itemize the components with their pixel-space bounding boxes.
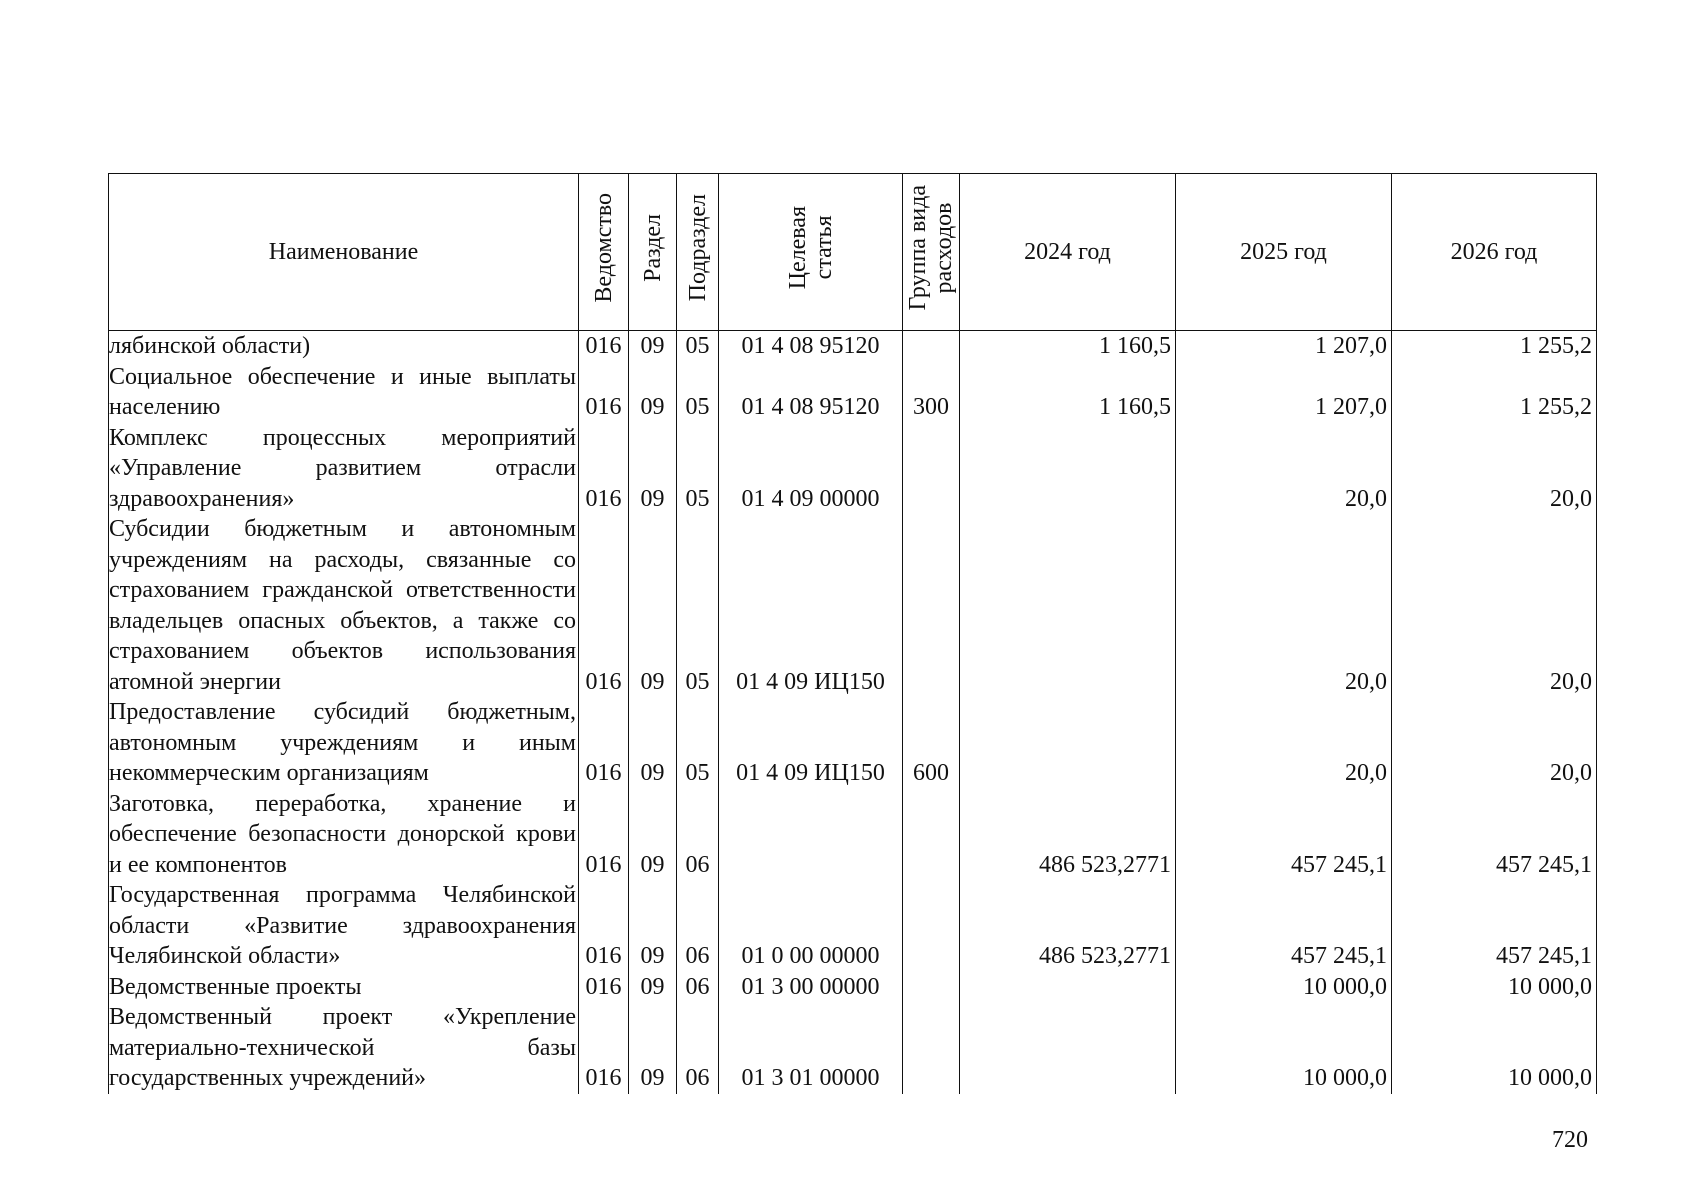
cell-name: Предоставление субсидий бюджетным, автономным учреждениям и иным некоммерческим организациям xyxy=(109,697,579,789)
header-razdel: Раздел xyxy=(629,174,677,331)
cell-2026: 20,0 xyxy=(1392,423,1597,515)
cell-razdel: 09 xyxy=(629,362,677,423)
cell-podrazdel: 06 xyxy=(677,972,719,1003)
cell-gruppa xyxy=(903,423,960,515)
header-2025: 2025 год xyxy=(1176,174,1392,331)
cell-2026: 457 245,1 xyxy=(1392,880,1597,972)
cell-ved: 016 xyxy=(579,514,629,697)
cell-2024: 486 523,2771 xyxy=(960,789,1176,881)
cell-celevaya: 01 4 09 00000 xyxy=(719,423,903,515)
cell-gruppa xyxy=(903,880,960,972)
cell-ved: 016 xyxy=(579,789,629,881)
header-2024: 2024 год xyxy=(960,174,1176,331)
cell-celevaya: 01 3 00 00000 xyxy=(719,972,903,1003)
cell-name: Субсидии бюджетным и автономным учреждениям на расходы, связанные со страхованием гражданской ответственности владельцев опасных объектов, а также со страхованием объектов использования атомной энергии xyxy=(109,514,579,697)
cell-2026: 10 000,0 xyxy=(1392,1002,1597,1094)
table-row xyxy=(109,972,1597,1003)
cell-2024 xyxy=(960,423,1176,515)
cell-ved: 016 xyxy=(579,972,629,1003)
cell-razdel: 09 xyxy=(629,972,677,1003)
cell-2025: 20,0 xyxy=(1176,423,1392,515)
header-podrazdel: Подраздел xyxy=(677,174,719,331)
cell-razdel: 09 xyxy=(629,331,677,362)
table-row xyxy=(109,362,1597,423)
cell-gruppa xyxy=(903,789,960,881)
cell-razdel: 09 xyxy=(629,1002,677,1094)
cell-celevaya: 01 3 01 00000 xyxy=(719,1002,903,1094)
cell-2025: 10 000,0 xyxy=(1176,972,1392,1003)
header-2026: 2026 год xyxy=(1392,174,1597,331)
cell-podrazdel: 05 xyxy=(677,514,719,697)
cell-name: Государственная программа Челябинской области «Развитие здравоохранения Челябинской области» xyxy=(109,880,579,972)
cell-ved: 016 xyxy=(579,362,629,423)
table-row xyxy=(109,423,1597,515)
budget-table xyxy=(108,173,1597,1094)
cell-2024 xyxy=(960,1002,1176,1094)
table-row xyxy=(109,789,1597,881)
page-number: 720 xyxy=(1552,1127,1588,1153)
cell-gruppa xyxy=(903,331,960,362)
cell-celevaya: 01 4 09 ИЦ150 xyxy=(719,697,903,789)
cell-2025: 20,0 xyxy=(1176,514,1392,697)
cell-2025: 1 207,0 xyxy=(1176,331,1392,362)
table-row xyxy=(109,514,1597,697)
header-name: Наименование xyxy=(109,174,579,331)
table-header-row xyxy=(109,174,1597,331)
cell-2026: 20,0 xyxy=(1392,697,1597,789)
cell-name: Социальное обеспечение и иные выплаты населению xyxy=(109,362,579,423)
cell-2026: 457 245,1 xyxy=(1392,789,1597,881)
cell-2024 xyxy=(960,697,1176,789)
cell-razdel: 09 xyxy=(629,423,677,515)
cell-gruppa xyxy=(903,1002,960,1094)
cell-razdel: 09 xyxy=(629,880,677,972)
cell-ved: 016 xyxy=(579,697,629,789)
cell-name: Комплекс процессных мероприятий «Управление развитием отрасли здравоохранения» xyxy=(109,423,579,515)
cell-2024: 486 523,2771 xyxy=(960,880,1176,972)
cell-2025: 457 245,1 xyxy=(1176,880,1392,972)
cell-gruppa xyxy=(903,972,960,1003)
header-celevaya: Целевая статья xyxy=(719,174,903,331)
cell-celevaya: 01 0 00 00000 xyxy=(719,880,903,972)
cell-razdel: 09 xyxy=(629,514,677,697)
cell-2025: 457 245,1 xyxy=(1176,789,1392,881)
cell-name: Ведомственные проекты xyxy=(109,972,579,1003)
cell-podrazdel: 05 xyxy=(677,331,719,362)
cell-gruppa xyxy=(903,514,960,697)
cell-gruppa: 600 xyxy=(903,697,960,789)
cell-gruppa: 300 xyxy=(903,362,960,423)
cell-ved: 016 xyxy=(579,880,629,972)
cell-podrazdel: 06 xyxy=(677,789,719,881)
cell-2024 xyxy=(960,514,1176,697)
cell-celevaya: 01 4 08 95120 xyxy=(719,362,903,423)
cell-name: лябинской области) xyxy=(109,331,579,362)
cell-ved: 016 xyxy=(579,423,629,515)
cell-ved: 016 xyxy=(579,1002,629,1094)
cell-podrazdel: 05 xyxy=(677,362,719,423)
cell-podrazdel: 06 xyxy=(677,1002,719,1094)
cell-2024: 1 160,5 xyxy=(960,362,1176,423)
cell-razdel: 09 xyxy=(629,789,677,881)
table-row xyxy=(109,1002,1597,1094)
cell-celevaya: 01 4 09 ИЦ150 xyxy=(719,514,903,697)
header-ved: Ведомство xyxy=(579,174,629,331)
cell-2026: 1 255,2 xyxy=(1392,331,1597,362)
cell-2024: 1 160,5 xyxy=(960,331,1176,362)
cell-podrazdel: 06 xyxy=(677,880,719,972)
table-row xyxy=(109,331,1597,362)
cell-2025: 10 000,0 xyxy=(1176,1002,1392,1094)
cell-ved: 016 xyxy=(579,331,629,362)
cell-2025: 20,0 xyxy=(1176,697,1392,789)
header-gruppa: Группа вида расходов xyxy=(903,174,960,331)
table-row xyxy=(109,697,1597,789)
cell-razdel: 09 xyxy=(629,697,677,789)
cell-2026: 1 255,2 xyxy=(1392,362,1597,423)
table-row xyxy=(109,880,1597,972)
cell-2026: 20,0 xyxy=(1392,514,1597,697)
cell-name: Ведомственный проект «Укрепление материально-технической базы государственных учреждений» xyxy=(109,1002,579,1094)
cell-2024 xyxy=(960,972,1176,1003)
cell-podrazdel: 05 xyxy=(677,423,719,515)
cell-podrazdel: 05 xyxy=(677,697,719,789)
cell-celevaya: 01 4 08 95120 xyxy=(719,331,903,362)
cell-celevaya xyxy=(719,789,903,881)
cell-name: Заготовка, переработка, хранение и обеспечение безопасности донорской крови и ее компонентов xyxy=(109,789,579,881)
cell-2026: 10 000,0 xyxy=(1392,972,1597,1003)
cell-2025: 1 207,0 xyxy=(1176,362,1392,423)
